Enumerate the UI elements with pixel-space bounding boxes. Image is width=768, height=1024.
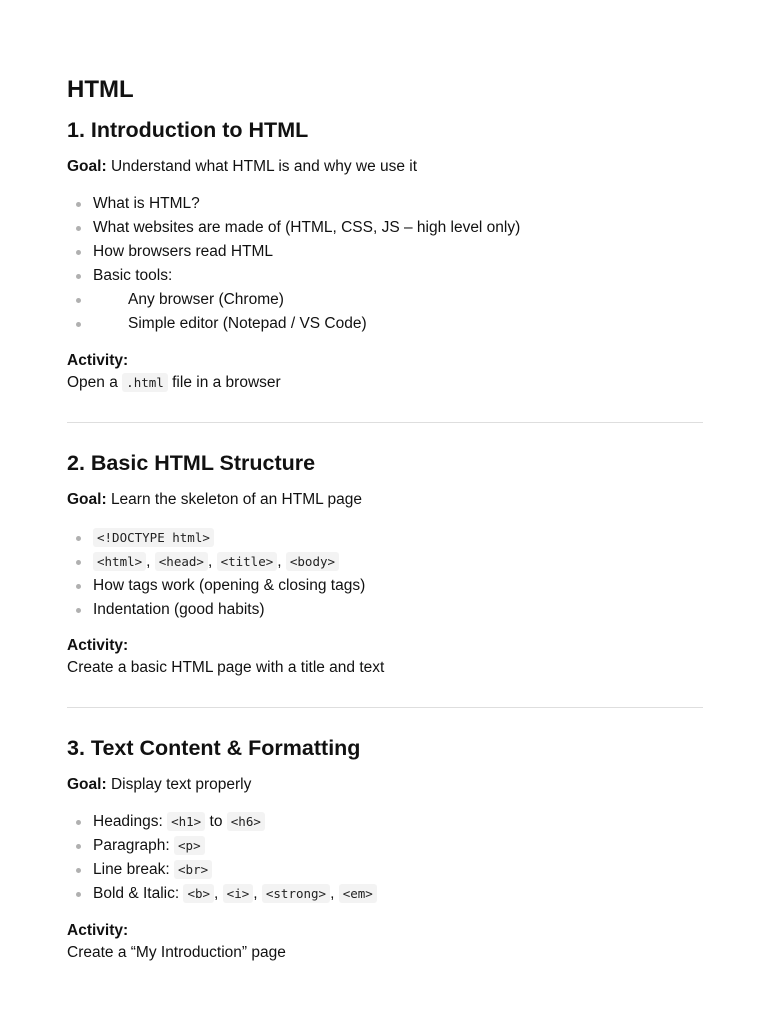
- goal-label: Goal:: [67, 491, 107, 508]
- activity-text: Create a basic HTML page with a title and text: [67, 659, 385, 676]
- goal-text: Learn the skeleton of an HTML page: [110, 491, 362, 508]
- list-item: What is HTML?: [67, 192, 520, 216]
- separator: ,: [253, 885, 258, 902]
- topic-list: [67, 192, 520, 336]
- topic-list: [67, 526, 365, 622]
- list-item: [67, 550, 365, 574]
- separator: ,: [146, 553, 151, 570]
- item-connector: to: [209, 813, 223, 830]
- inline-code: <em>: [339, 884, 377, 903]
- section-heading: 2. Basic HTML Structure: [67, 451, 316, 475]
- list-item: [67, 858, 377, 882]
- inline-code: <b>: [183, 884, 214, 903]
- item-label: Bold & Italic:: [93, 885, 180, 902]
- activity-label: Activity:: [67, 637, 129, 654]
- section-text-formatting: [67, 735, 703, 961]
- inline-code: .html: [122, 373, 168, 392]
- sub-list-item: Any browser (Chrome): [67, 288, 520, 312]
- inline-code: <i>: [223, 884, 254, 903]
- item-label: Paragraph:: [93, 837, 170, 854]
- activity-label: Activity:: [67, 922, 129, 939]
- section-introduction: [67, 117, 703, 391]
- section-heading: 1. Introduction to HTML: [67, 118, 309, 142]
- goal-label: Goal:: [67, 776, 107, 793]
- inline-code: <head>: [155, 552, 208, 571]
- inline-code: <title>: [217, 552, 278, 571]
- inline-code: <strong>: [262, 884, 330, 903]
- activity-text: [67, 373, 281, 393]
- goal-text: Understand what HTML is and why we use it: [110, 158, 418, 175]
- goal-text: Display text properly: [110, 776, 252, 793]
- section-divider: [67, 707, 703, 708]
- section-goal: [67, 775, 251, 795]
- separator: ,: [214, 885, 219, 902]
- activity-label: Activity:: [67, 352, 129, 369]
- list-item: How browsers read HTML: [67, 240, 520, 264]
- inline-code: <h1>: [167, 812, 205, 831]
- section-divider: [67, 422, 703, 423]
- separator: ,: [277, 553, 282, 570]
- inline-code: <html>: [93, 552, 146, 571]
- section-goal: [67, 490, 362, 510]
- sub-list-item: Simple editor (Notepad / VS Code): [67, 312, 520, 336]
- separator: ,: [330, 885, 335, 902]
- goal-label: Goal:: [67, 158, 107, 175]
- inline-code: <h6>: [227, 812, 265, 831]
- list-item: [67, 882, 377, 906]
- section-heading: 3. Text Content & Formatting: [67, 736, 361, 760]
- activity-prefix: Open a: [67, 374, 118, 391]
- inline-code: <!DOCTYPE html>: [93, 528, 214, 547]
- list-item: [67, 834, 377, 858]
- activity-suffix: file in a browser: [172, 374, 281, 391]
- list-item: Basic tools:: [67, 264, 520, 288]
- list-item: What websites are made of (HTML, CSS, JS – high level only): [67, 216, 520, 240]
- topic-list: [67, 810, 377, 906]
- section-goal: [67, 157, 417, 177]
- inline-code: <body>: [286, 552, 339, 571]
- inline-code: <p>: [174, 836, 205, 855]
- inline-code: <br>: [174, 860, 212, 879]
- separator: ,: [207, 553, 213, 570]
- item-label: Headings:: [93, 813, 163, 830]
- item-label: Line break:: [93, 861, 170, 878]
- list-item: [67, 810, 377, 834]
- section-basic-structure: [67, 450, 703, 676]
- list-item: Indentation (good habits): [67, 598, 365, 622]
- document-title: HTML: [67, 76, 134, 103]
- list-item: [67, 526, 365, 550]
- list-item: How tags work (opening & closing tags): [67, 574, 365, 598]
- activity-text: Create a “My Introduction” page: [67, 944, 286, 961]
